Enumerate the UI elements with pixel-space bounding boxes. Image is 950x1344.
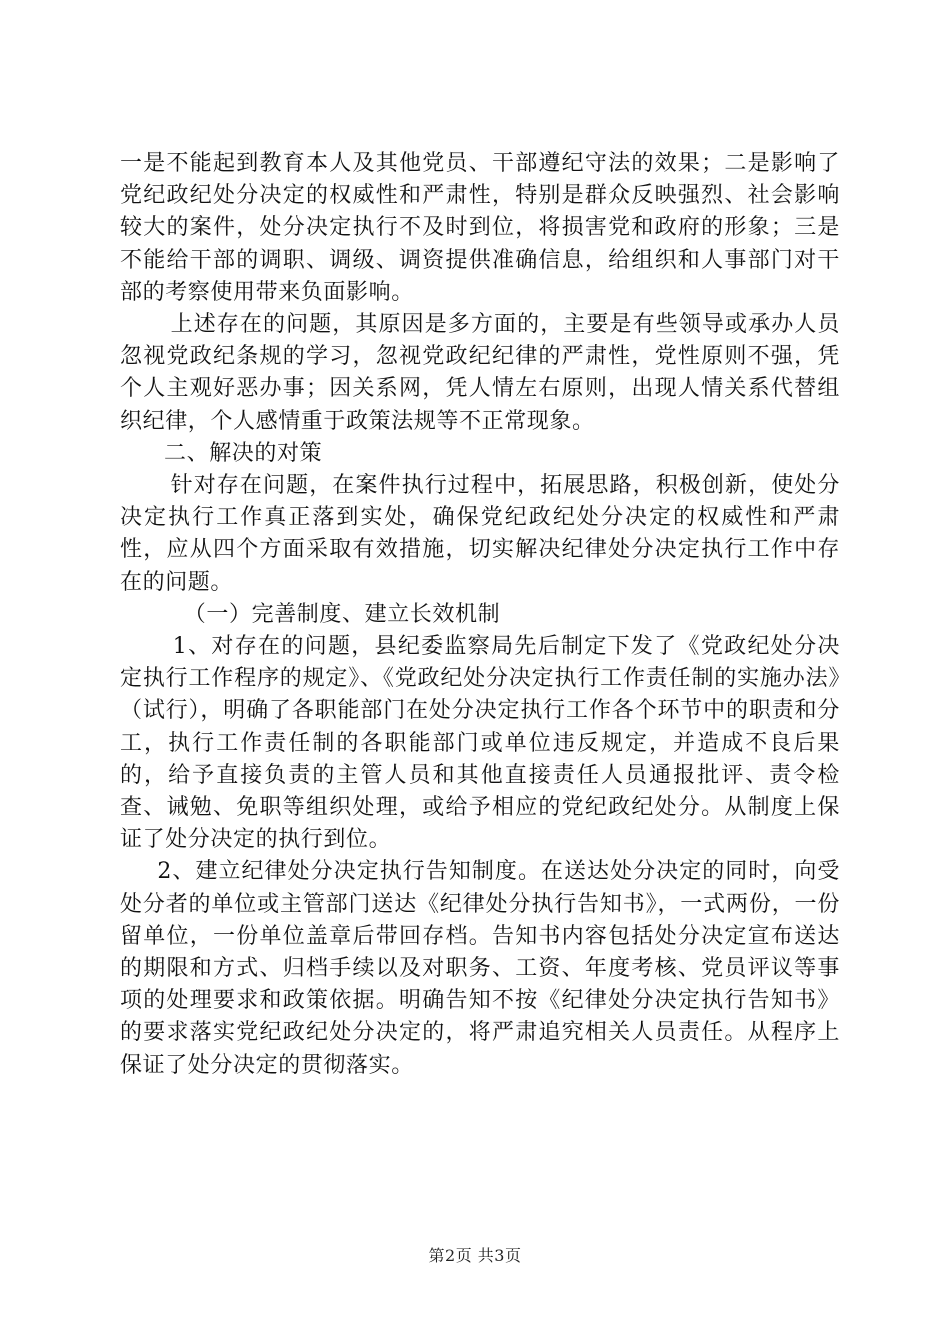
page-number-footer: 第2页 共3页 [428,1246,522,1265]
subsection-heading-system: （一）完善制度、建立长效机制 [183,601,501,627]
list-item-2: 2、建立纪律处分决定执行告知制度。在送达处分决定的同时，向受处分者的单位或主管部门送达《纪律处分执行告知书》，一式两份，一份留单位，一份单位盖章后带回存档。告知书内容包括处分决定宣布送达的期限和方式、归档手续以及对职务、工资、年度考核、党员评议等事项的处理要求和政策依据。明确告知不按《纪律处分决定执行告知书》的要求落实党纪政纪处分决定的，将严肃追究相关人员责任。从程序上保证了处分决定的贯彻落实。 [120,859,840,1078]
list-item-1: 1、对存在的问题，县纪委监察局先后制定下发了《党政纪处分决定执行工作程序的规定》、《党政纪处分决定执行工作责任制的实施办法》（试行），明确了各职能部门在处分决定执行工作各个环节中的职责和分工，执行工作责任制的各职能部门或单位违反规定，并造成不良后果的，给予直接负责的主管人员和其他直接责任人员通报批评、责令检查、诫勉、免职等组织处理，或给予相应的党纪政纪处分。从制度上保证了处分决定的执行到位。 [120,634,840,853]
document-body [120,148,840,1082]
paragraph-consequences: 一是不能起到教育本人及其他党员、干部遵纪守法的效果；二是影响了党纪政纪处分决定的权威性和严肃性，特别是群众反映强烈、社会影响较大的案件，处分决定执行不及时到位，将损害党和政府的形象；三是不能给干部的调职、调级、调资提供准确信息，给组织和人事部门对干部的考察使用带来负面影响。 [120,151,840,305]
section-heading-countermeasures: 二、解决的对策 [164,440,323,466]
paragraph-causes: 上述存在的问题，其原因是多方面的，主要是有些领导或承办人员忽视党政纪条规的学习，忽视党政纪纪律的严肃性，党性原则不强，凭个人主观好恶办事；因关系网，凭人情左右原则，出现人情关系代替组织纪律，个人感情重于政策法规等不正常现象。 [120,312,840,434]
paragraph-countermeasures-intro: 针对存在问题，在案件执行过程中，拓展思路，积极创新，使处分决定执行工作真正落到实处，确保党纪政纪处分决定的权威性和严肃性，应从四个方面采取有效措施，切实解决纪律处分决定执行工作中存在的问题。 [120,473,840,595]
